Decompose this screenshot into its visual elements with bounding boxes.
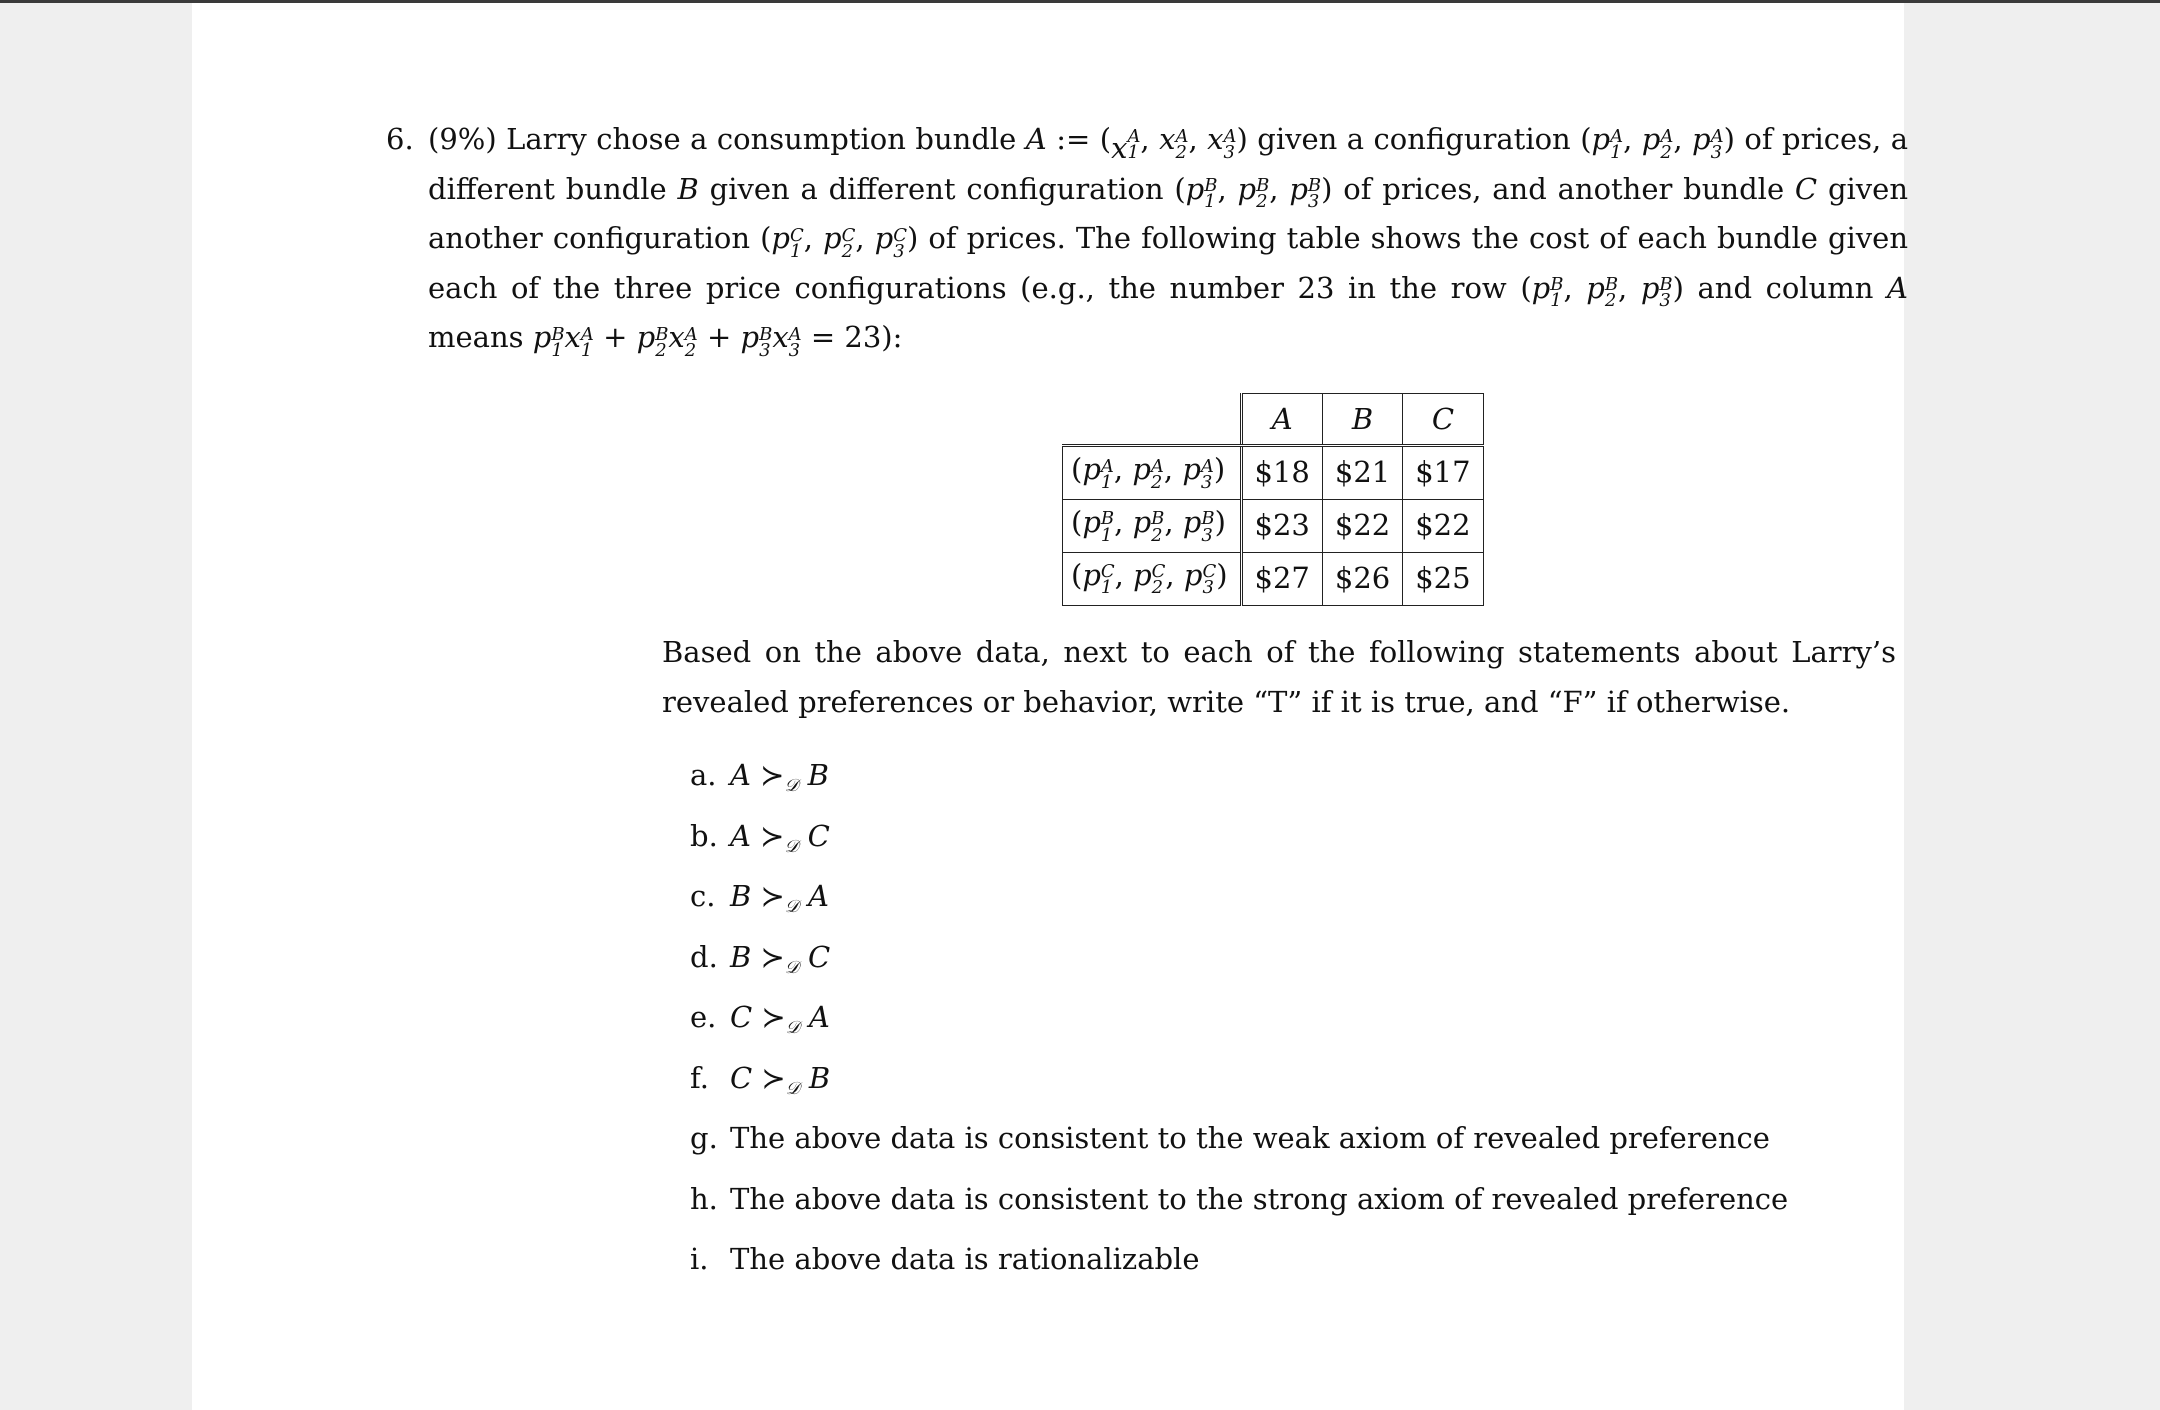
- problem-weight: (9%): [428, 122, 497, 156]
- statement-f: f. C $≻_𝒟$ B: [690, 1060, 831, 1099]
- statement-c: c. B $≻_𝒟$ A: [690, 879, 829, 918]
- table-cell: $26: [1322, 552, 1402, 605]
- table-cell: $21: [1322, 446, 1402, 500]
- cost-table: [1062, 393, 1484, 606]
- table-row: [1063, 446, 1484, 500]
- problem-statement: [386, 115, 1909, 363]
- table-cell: $22: [1322, 499, 1402, 552]
- statement-h: h. The above data is consistent to the strong axiom of revealed preference: [690, 1181, 1789, 1216]
- column-header: C: [1403, 394, 1483, 446]
- row-header: (p A 1 , p A 2 , p A 3 ): [1063, 446, 1242, 500]
- instructions: Based on the above data, next to each of the following statements about Larry’s revealed preferences or behavior, write “T” if it is true, and “F” if otherwise.: [662, 635, 1896, 719]
- column-header: A: [1241, 394, 1322, 446]
- table-cell: $27: [1241, 552, 1322, 605]
- table-cell: $18: [1241, 446, 1322, 500]
- statement-d: d. B $≻_𝒟$ C: [690, 939, 831, 978]
- statement-list: [690, 755, 1788, 1300]
- table-corner: [1063, 394, 1242, 446]
- problem-number: 6.: [386, 122, 414, 156]
- table-cell: $25: [1403, 552, 1483, 605]
- row-header: (p B 1 , p B 2 , p B 3 ): [1063, 499, 1242, 552]
- statement-b: b. A $≻_𝒟$ C: [690, 818, 830, 857]
- column-header: B: [1322, 394, 1402, 446]
- table-row: [1063, 552, 1484, 605]
- statement-a: a. A $≻_𝒟$ B: [690, 758, 829, 797]
- table-cell: $22: [1403, 499, 1483, 552]
- table-cell: $23: [1241, 499, 1322, 552]
- document-page: [192, 3, 1909, 1410]
- problem-paragraph: (9%) Larry chose a consumption bundle A := (x A 1 , x A 2 , x A 3 ) given a configuration (p A 1 , p A 2 , p A 3 ) of prices, a different bundle B given a different configuration (p B 1 , p B 2 , p B 3 ) of prices, and another bundle C given another configuration (p C 1 , p C 2 , p C 3 ) of prices. The following table shows the cost of each bundle given each of the three price configurations (e.g., the number 23 in the row (p B 1 , p B 2 , p B 3 ) and column A means p B 1 x A 1 + p B 2 x A 2 + p B 3 x A 3 = 23):: [428, 122, 1909, 361]
- table-cell: $17: [1403, 446, 1483, 500]
- statement-i: i. The above data is rationalizable: [690, 1242, 1200, 1276]
- row-header: (p C 1 , p C 2 , p C 3 ): [1063, 552, 1242, 605]
- table-row: [1063, 499, 1484, 552]
- statement-g: g. The above data is consistent to the weak axiom of revealed preference: [690, 1121, 1770, 1155]
- statement-e: e. C $≻_𝒟$ A: [690, 1000, 830, 1039]
